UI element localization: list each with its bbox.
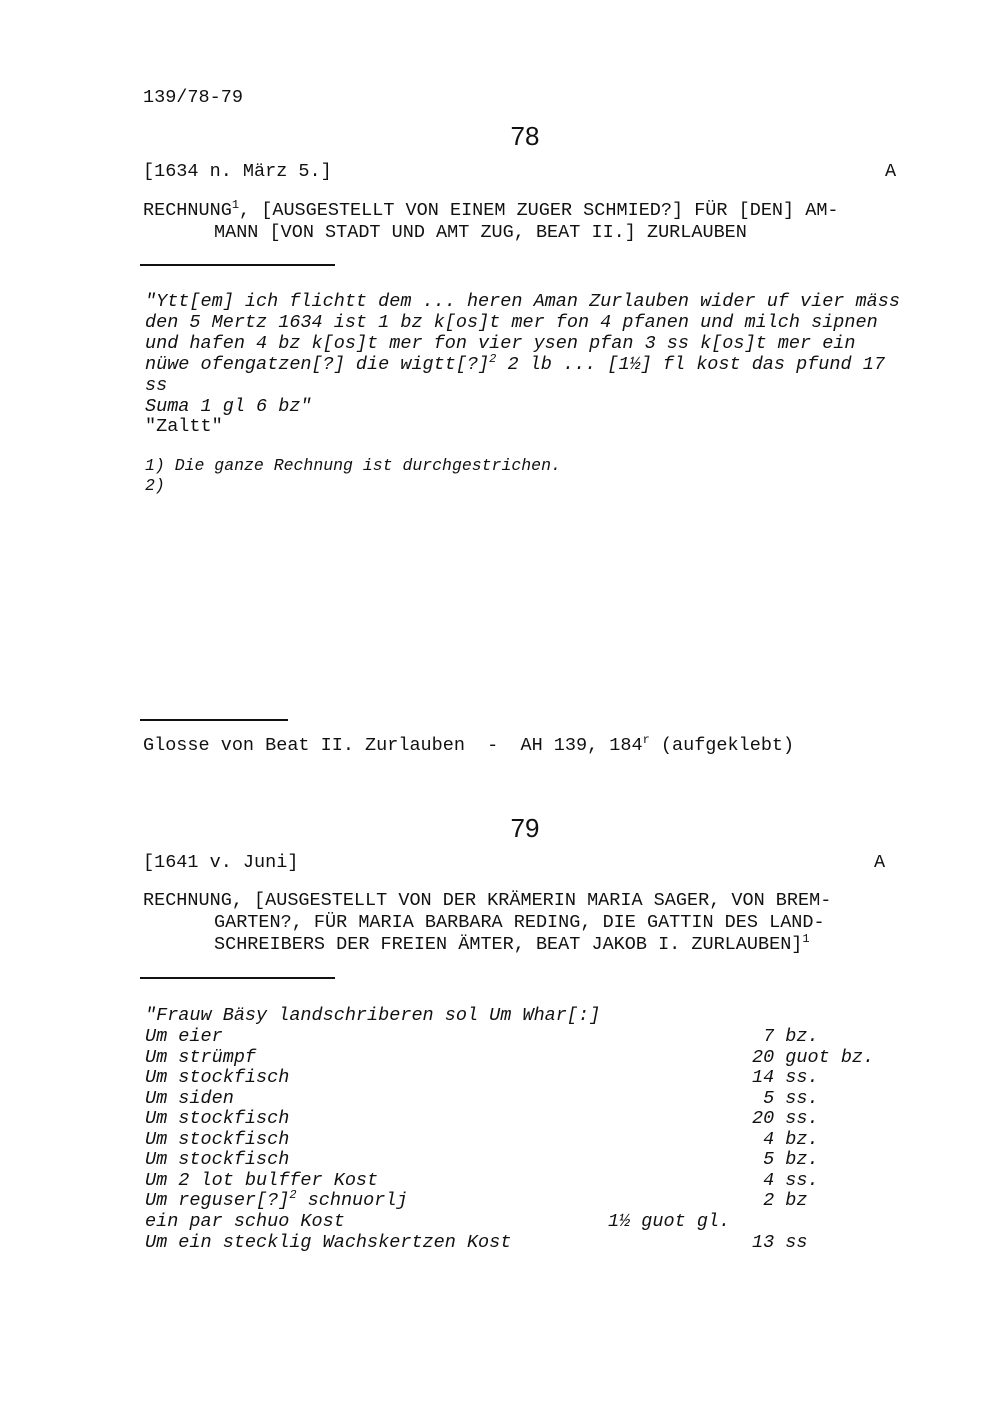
divider [140,264,335,266]
invoice-amount: 13 ss [752,1232,808,1253]
transcription-line: den 5 Mertz 1634 ist 1 bz k[os]t mer fon 4 pfanen und milch sipnen [145,312,878,333]
superscript: r [642,733,650,747]
footnote: 2) [145,476,165,495]
invoice-amount: 4 bz. [752,1128,819,1150]
footnote-ref: 1 [231,198,240,212]
divider [140,719,288,721]
footnote-ref: 2 [289,1188,297,1202]
invoice-item: Um ein stecklig Wachskertzen Kost [145,1232,512,1253]
invoice-item: Um stockfisch [145,1108,290,1129]
footnote: 1) Die ganze Rechnung ist durchgestrichen. [145,456,561,475]
invoice-item: Um stockfisch [145,1067,290,1088]
document-title-cont: GARTEN?, FÜR MARIA BARBARA REDING, DIE GATTIN DES LAND- [214,912,825,933]
footnote-ref: 1 [802,932,810,946]
text: Um reguser[?] [145,1190,290,1211]
document-type: A [885,161,897,182]
transcription-line: und hafen 4 bz k[os]t mer fon vier ysen pfan 3 ss k[os]t mer ein [145,333,856,354]
text: 2 lb ... [1½] fl kost das pfund 17 [496,354,885,375]
invoice-intro: "Frauw Bäsy landschriberen sol Um Whar[:] [145,1005,601,1026]
transcription-line: "Zaltt" [145,416,223,437]
title-text: , [AUSGESTELLT VON EINEM ZUGER SCHMIED?] FÜR [DEN] AM- [239,200,839,221]
text: (aufgeklebt) [649,735,795,756]
document-title [143,200,839,221]
document-number: 79 [510,813,540,843]
page-reference: 139/78-79 [143,87,243,108]
document-title-cont: MANN [VON STADT UND AMT ZUG, BEAT II.] ZURLAUBEN [214,222,747,243]
invoice-item: Um stockfisch [145,1128,290,1150]
transcription-line: "Ytt[em] ich flichtt dem ... heren Aman Zurlauben wider uf vier mäss [145,291,900,312]
invoice-amount: 20 ss. [752,1108,819,1129]
invoice-item: Um 2 lot bulffer Kost [145,1169,379,1191]
invoice-amount: 20 guot bz. [752,1046,875,1068]
source-note [143,735,794,756]
document-date: [1634 n. März 5.] [143,161,332,182]
document-type: A [874,852,886,873]
title-text: RECHNUNG [143,200,232,221]
document-number: 78 [510,121,540,151]
invoice-item: Um eier [145,1026,223,1047]
text: Glosse von Beat II. Zurlauben - AH 139, 184 [143,735,643,756]
invoice-amount: 5 ss. [752,1087,819,1109]
text: schnuorlj [296,1190,408,1211]
invoice-amount: 5 bz. [752,1149,819,1170]
text: nüwe ofengatzen[?] die wigtt[?] [145,354,490,375]
invoice-amount: 14 ss. [752,1067,819,1088]
transcription-line: Suma 1 gl 6 bz" [145,396,312,417]
invoice-amount: 4 ss. [752,1169,819,1191]
document-title-cont [214,934,810,955]
invoice-amount: 2 bz [752,1190,808,1211]
invoice-item: ein par schuo Kost [145,1211,345,1232]
invoice-amount: 1½ guot gl. [608,1211,731,1232]
invoice-item: Um stockfisch [145,1149,290,1170]
document-date: [1641 v. Juni] [143,852,299,873]
transcription-line [145,354,885,375]
footnote-ref: 2 [489,352,497,366]
invoice-item: Um siden [145,1087,234,1109]
transcription-line: ss [145,375,168,396]
divider [140,977,335,979]
invoice-item: Um strümpf [145,1046,257,1068]
document-title: RECHNUNG, [AUSGESTELLT VON DER KRÄMERIN MARIA SAGER, VON BREM- [143,890,832,911]
invoice-item [145,1190,408,1211]
text: SCHREIBERS DER FREIEN ÄMTER, BEAT JAKOB I. ZURLAUBEN] [214,934,803,955]
invoice-amount: 7 bz. [752,1026,819,1047]
